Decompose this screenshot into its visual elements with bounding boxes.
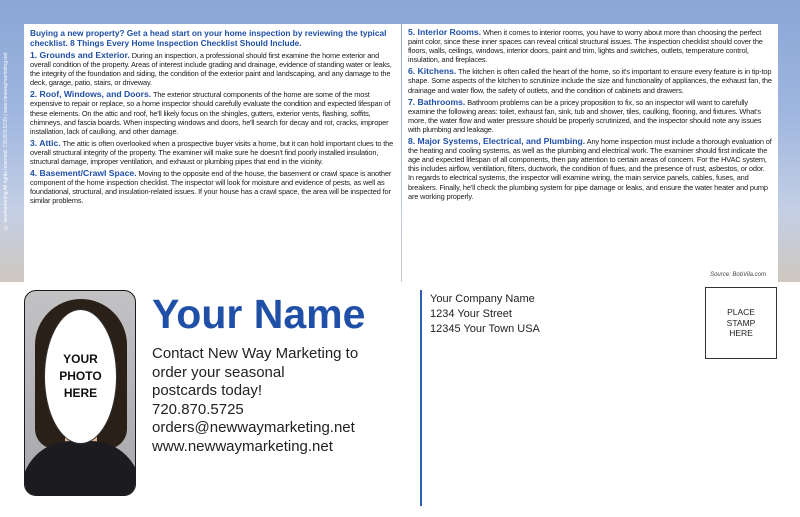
- intro-heading: Buying a new property? Get a head start on your home inspection by reviewing the typical checklist. 8 Things Every Home Inspection Checklist Should Include.: [30, 28, 387, 48]
- section-body: The attic is often overlooked when a prospective buyer visits a home, but it can hold important clues to the overall structural integrity of the property. The examiner will make sure he doesn't find poorly installed insulation, structural damage, improper ventilation, and exhaust or plumbing pipes that end in the vicinity.: [30, 138, 394, 167]
- checklist-left-panel: [24, 24, 401, 282]
- contact-line: postcards today!: [152, 382, 263, 399]
- section-kitchens: [408, 67, 772, 94]
- section-heading: 3. Attic.: [30, 137, 61, 148]
- section-roof-windows-doors: [30, 90, 395, 135]
- section-body: The kitchen is often called the heart of the home, so it's important to ensure every feature is in tip-top shape. Some aspects of the kitchen to scrutinize include the size and functionality of appliances, the exhaust fan, the drainage and water flow, the safety of outlets, and the condition of cabinets and drawers.: [408, 67, 772, 95]
- section-body: Any home inspection must include a thorough evaluation of the heating and cooling systems, as well as the plumbing and electrical work. The examiner should first indicate the age and expected lifespan of all components, then pay attention to certain areas of concern. For the HVAC system, this includes airflow, ventilation, filters, ductwork, the condition of flues, and the presence of rust, asbestos, or odor. In regards to electrical systems, the inspector will examine wiring, the main service panels, cables, fuses, and breakers. Finally, he'll check the plumbing system for pipe damage or leaks, and ensure the water heater and pump are working properly.: [408, 137, 772, 201]
- photo-body-shape: [24, 441, 136, 496]
- section-body: The exterior structural components of the home are some of the most expensive to repair or replace, so a home inspector should carefully evaluate the condition and expected lifespan of these elements. On the attic and roof, he'll likely focus on the shingles, gutters, exterior vents, flashing, soffits, chimneys, and fascia boards. When inspecting windows and doors, he'll search for decay and rot, cracks, improper installation, lack of caulking, and other damage.: [30, 90, 391, 136]
- contact-line: order your seasonal: [152, 363, 285, 381]
- street-address: 1234 Your Street: [430, 308, 512, 320]
- section-heading: 1. Grounds and Exterior.: [30, 50, 130, 60]
- stamp-box: [705, 287, 777, 359]
- section-major-systems: [408, 137, 772, 201]
- address-divider: [420, 290, 422, 506]
- section-body: During an inspection, a professional should first examine the home exterior and overall condition of the property. Areas of interest include grading and drainage, evidence of standing water or leaks, the integrity of the foundation and siding, the condition of the exterior paint and landscaping, and any damage to the deck, garage, patio, stairs, or driveway.: [30, 51, 392, 88]
- contact-line: Contact New Way Marketing to: [152, 345, 359, 362]
- checklist-right-panel: [402, 24, 778, 282]
- contact-email: orders@newwaymarketing.net: [152, 419, 355, 436]
- return-address: [430, 292, 540, 337]
- contact-website: www.newwaymarketing.net: [152, 437, 333, 455]
- section-heading: 2. Roof, Windows, and Doors.: [30, 89, 152, 100]
- section-body: Bathroom problems can be a pricey proposition to fix, so an inspector will want to carefully examine the following areas: toilet, exhaust fan, sink, tub and shower, tiles, caulking, flooring, and fixtures. What's more, the water flow and water pressure should be properly scrutinized, and the inspector should note any issues with plumbing and leakage.: [408, 97, 762, 134]
- section-body: When it comes to interior rooms, you have to worry about more than choosing the perfect paint color, since these inner spaces can reveal critical structural issues. The inspection checklist should cover the floors, walls, ceilings, windows, interior doors, paint and trim, lights and switches, outlets, temperature control, insulation, and fireplaces.: [408, 28, 763, 65]
- photo-placeholder-text: YOUR PHOTO HERE: [59, 352, 102, 400]
- agent-photo-frame: [24, 290, 136, 496]
- stamp-text: PLACE STAMP HERE: [726, 307, 756, 339]
- section-grounds-exterior: [30, 51, 395, 87]
- section-heading: 4. Basement/Crawl Space.: [30, 168, 137, 179]
- section-heading: 8. Major Systems, Electrical, and Plumbing.: [408, 136, 586, 147]
- source-credit: Source: BobVila.com: [710, 272, 766, 278]
- contact-phone: 720.870.5725: [152, 400, 244, 418]
- photo-placeholder: [44, 309, 117, 444]
- section-basement-crawl-space: [30, 169, 395, 205]
- company-name: Your Company Name: [430, 293, 535, 305]
- city-address: 12345 Your Town USA: [430, 323, 540, 335]
- section-heading: 7. Bathrooms.: [408, 96, 466, 107]
- section-interior-rooms: [408, 28, 772, 64]
- copyright-side-note: © newmarketing All rights reserved. 720.870.5725 | www.newwaymarketing.net: [3, 52, 9, 230]
- section-attic: [30, 139, 395, 166]
- section-heading: 5. Interior Rooms.: [408, 27, 482, 37]
- agent-name: Your Name: [152, 291, 366, 337]
- section-bathrooms: [408, 98, 772, 134]
- section-body: Moving to the opposite end of the house, the basement or crawl space is another component of the home inspection checklist. The inspector will look for moisture and evidence of pests, as well as foundational, structural, and insulation-related issues. If your house has a crawl space, the area will be inspected for similar problems.: [30, 169, 392, 206]
- agent-contact-block: [152, 345, 412, 456]
- section-heading: 6. Kitchens.: [408, 66, 457, 77]
